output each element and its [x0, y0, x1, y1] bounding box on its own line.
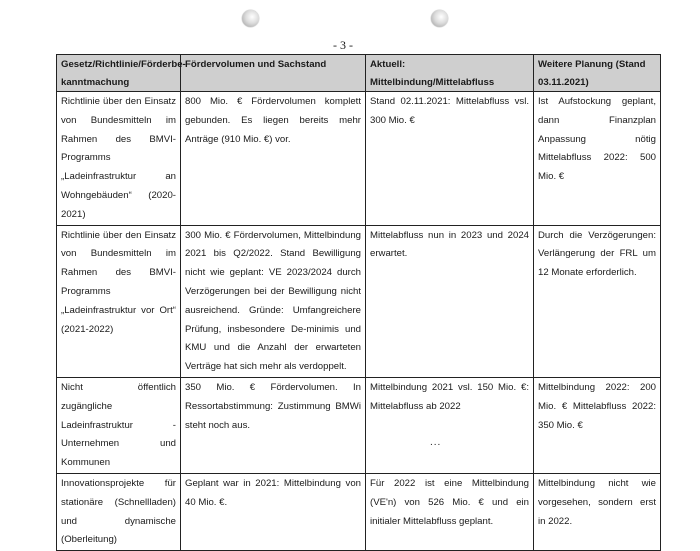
header-current: Aktuell: Mittelbindung/Mittelabfluss — [366, 55, 534, 92]
cell-planning: Mittelbindung 2022: 200 Mio. € Mittelabfluss 2022: 350 Mio. € — [534, 377, 661, 473]
cell-planning: Durch die Verzögerungen: Verlängerung der FRL um 12 Monate erforderlich. — [534, 225, 661, 377]
cell-current: Mittelbindung 2021 vsl. 150 Mio. €: Mittelabfluss ab 2022 — [366, 377, 534, 473]
cell-current: Stand 02.11.2021: Mittelabfluss vsl. 300 Mio. € — [366, 92, 534, 226]
table-row — [57, 377, 661, 473]
cell-funding: Geplant war in 2021: Mittelbindung von 40 Mio. €. — [181, 473, 366, 550]
punch-hole-left — [242, 10, 259, 27]
header-funding-volume: Fördervolumen und Sachstand — [181, 55, 366, 92]
cell-law: Richtlinie über den Einsatz von Bundesmitteln im Rahmen des BMVI-Programms „Ladeinfrastruktur an Wohngebäuden“ (2020-2021) — [57, 92, 181, 226]
cell-law: Innovationsprojekte für stationäre (Schnellladen) und dynamische (Oberleitung) — [57, 473, 181, 550]
cell-current: Mittelabfluss nun in 2023 und 2024 erwartet. — [366, 225, 534, 377]
header-law: Gesetz/Richtlinie/Förderbe-kanntmachung — [57, 55, 181, 92]
punch-hole-right — [431, 10, 448, 27]
cell-funding: 350 Mio. € Fördervolumen. In Ressortabstimmung: Zustimmung BMWi steht noch aus. — [181, 377, 366, 473]
cell-law: Nicht öffentlich zugängliche Ladeinfrastruktur - Unternehmen und Kommunen — [57, 377, 181, 473]
page-number: - 3 - — [333, 38, 353, 52]
table-row — [57, 473, 661, 550]
cell-funding: 800 Mio. € Fördervolumen komplett gebunden. Es liegen bereits mehr Anträge (910 Mio. €) vor. — [181, 92, 366, 226]
cell-current: Für 2022 ist eine Mittelbindung (VE'n) von 526 Mio. € und ein initialer Mittelabfluss geplant. — [366, 473, 534, 550]
cell-law: Richtlinie über den Einsatz von Bundesmitteln im Rahmen des BMVI-Programms „Ladeinfrastruktur vor Ort“ (2021-2022) — [57, 225, 181, 377]
table-row — [57, 92, 661, 226]
header-planning: Weitere Planung (Stand 03.11.2021) — [534, 55, 661, 92]
cell-funding: 300 Mio. € Fördervolumen, Mittelbindung 2021 bis Q2/2022. Stand Bewilligung nicht wie geplant: VE 2023/2024 durch Verzögerungen bei der Bewilligung nicht ausreichend. Gründe: Umfangreichere Prüfung, insbesondere De-minimis und KMU und die Anzahl der erwarteten Verträge hat sich mehr als verdoppelt. — [181, 225, 366, 377]
cell-planning: Mittelbindung nicht wie vorgesehen, sondern erst in 2022. — [534, 473, 661, 550]
table-row — [57, 225, 661, 377]
table-header-row — [57, 55, 661, 92]
funding-table — [56, 54, 661, 551]
continuation-mark: ... — [430, 437, 442, 448]
cell-planning: Ist Aufstockung geplant, dann Finanzplan Anpassung nötig Mittelabfluss 2022: 500 Mio. € — [534, 92, 661, 226]
